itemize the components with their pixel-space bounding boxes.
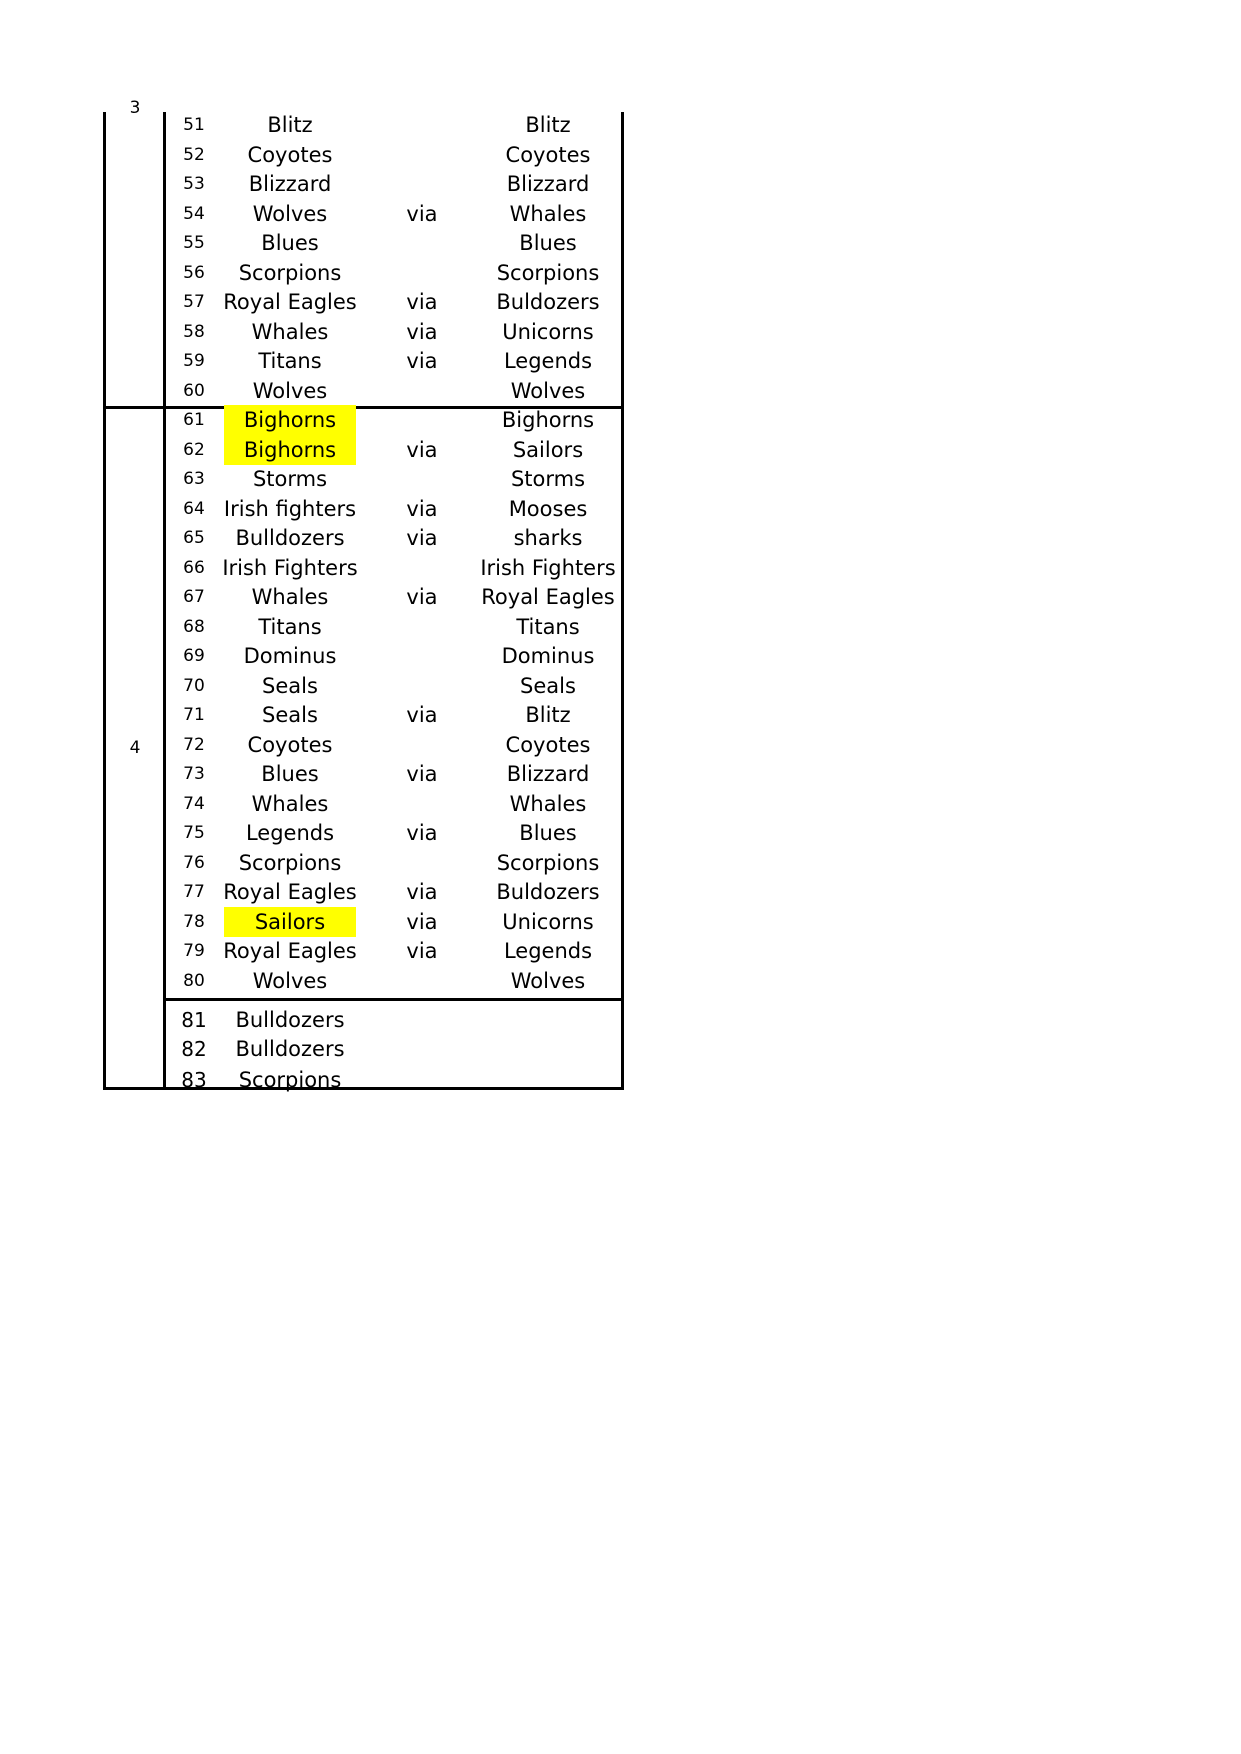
via-cell [382, 612, 462, 642]
row-number: 83 [181, 1068, 207, 1092]
row-number: 58 [183, 321, 205, 342]
destination-cell: Royal Eagles [481, 585, 615, 609]
row-number: 60 [183, 380, 205, 401]
via-cell [382, 966, 462, 996]
team-cell: Wolves [252, 968, 328, 993]
row-number: 56 [183, 262, 205, 283]
row-number: 77 [183, 882, 205, 902]
via-cell [382, 671, 462, 701]
via-cell [382, 641, 462, 671]
destination-cell: Irish Fighters [480, 555, 616, 580]
row-number: 62 [183, 439, 205, 460]
via-cell: via [406, 909, 438, 934]
team-cell: Wolves [252, 378, 328, 403]
team-cell: Blizzard [248, 172, 332, 196]
via-cell: via [406, 290, 438, 314]
row-number: 63 [183, 469, 205, 489]
team-cell: Scorpions [238, 1068, 342, 1092]
team-cell: Irish fighters [223, 496, 357, 521]
row-number: 75 [183, 823, 205, 843]
destination-cell: Coyotes [505, 732, 591, 757]
row-number: 51 [183, 115, 205, 135]
destination-cell: Blitz [525, 703, 571, 727]
via-cell [382, 110, 462, 140]
row-number: 82 [181, 1037, 207, 1061]
team-cell: Irish Fighters [222, 555, 358, 580]
via-cell: via [406, 762, 438, 786]
via-cell: via [406, 526, 438, 550]
team-cell: Blues [261, 762, 319, 786]
row-number: 64 [183, 498, 205, 519]
row-number: 57 [183, 292, 205, 312]
team-cell: Wolves [252, 201, 328, 226]
row-number: 76 [183, 852, 205, 873]
team-cell: Dominus [243, 644, 337, 668]
destination-cell [476, 1034, 620, 1064]
team-cell: Coyotes [247, 732, 333, 757]
destination-cell: Coyotes [505, 142, 591, 167]
destination-cell: Whales [509, 201, 587, 226]
left-border [103, 112, 106, 1090]
via-cell: via [406, 703, 438, 727]
team-cell: Coyotes [247, 142, 333, 167]
row-number: 79 [183, 941, 205, 961]
team-cell: Bulldozers [235, 1008, 345, 1032]
team-cell: Bulldozers [235, 526, 345, 550]
via-cell: via [406, 821, 438, 845]
destination-cell: Wolves [510, 968, 586, 993]
team-cell: Titans [258, 349, 322, 373]
team-cell: Royal Eagles [223, 290, 357, 314]
via-cell [382, 258, 462, 288]
via-cell [382, 848, 462, 878]
via-cell [382, 464, 462, 494]
row-number: 69 [183, 646, 205, 666]
row-number: 54 [183, 203, 205, 224]
team-cell: Blitz [267, 113, 313, 137]
row-number: 73 [183, 764, 205, 784]
via-cell: via [406, 939, 438, 963]
via-cell [382, 1005, 462, 1035]
team-cell: Bighorns [224, 435, 356, 465]
via-cell [382, 376, 462, 406]
destination-cell: Scorpions [496, 850, 600, 875]
destination-cell: Blizzard [506, 762, 590, 786]
team-cell: Legends [245, 821, 335, 845]
destination-cell: Wolves [510, 378, 586, 403]
row-number: 71 [183, 705, 205, 725]
destination-cell: Blitz [525, 113, 571, 137]
team-cell: Blues [261, 231, 319, 255]
row-number: 59 [183, 351, 205, 371]
destination-cell: Unicorns [502, 319, 594, 344]
group-label-3: 3 [129, 98, 141, 118]
via-cell [382, 405, 462, 435]
destination-cell [476, 1065, 620, 1095]
destination-cell: Whales [509, 791, 587, 816]
destination-cell: Dominus [501, 644, 595, 668]
team-cell: Titans [258, 614, 322, 639]
team-cell: Whales [251, 791, 329, 816]
row-number: 70 [183, 675, 205, 696]
via-cell: via [406, 585, 438, 609]
team-cell: Royal Eagles [223, 880, 357, 904]
divider-after-row-80 [163, 998, 624, 1001]
via-cell [382, 140, 462, 170]
via-cell: via [406, 319, 438, 344]
team-cell: Sailors [224, 907, 356, 937]
via-cell: via [406, 201, 438, 226]
row-number: 53 [183, 174, 205, 194]
via-cell [382, 1034, 462, 1064]
destination-cell [476, 1005, 620, 1035]
destination-cell: Seals [520, 673, 576, 698]
row-number: 65 [183, 528, 205, 548]
via-cell: via [406, 349, 438, 373]
team-cell: Seals [262, 703, 318, 727]
row-number: 78 [183, 911, 205, 932]
via-cell: via [406, 496, 438, 521]
destination-cell: Legends [503, 349, 593, 373]
row-number: 67 [183, 587, 205, 607]
via-cell [382, 553, 462, 583]
destination-cell: Blizzard [506, 172, 590, 196]
destination-cell: Blues [519, 821, 577, 845]
row-number: 52 [183, 144, 205, 165]
row-number: 72 [183, 734, 205, 755]
destination-cell: Blues [519, 231, 577, 255]
team-cell: Royal Eagles [223, 939, 357, 963]
team-cell: Seals [262, 673, 318, 698]
row-number: 55 [183, 233, 205, 253]
destination-cell: Storms [510, 467, 586, 491]
team-cell: Whales [251, 319, 329, 344]
destination-cell: Titans [516, 614, 580, 639]
destination-cell: sharks [513, 526, 583, 550]
team-cell: Scorpions [238, 260, 342, 285]
destination-cell: Sailors [512, 437, 584, 462]
destination-cell: Buldozers [496, 880, 600, 904]
right-border [621, 112, 624, 1090]
row-number: 66 [183, 557, 205, 578]
destination-cell: Legends [503, 939, 593, 963]
destination-cell: Unicorns [502, 909, 594, 934]
via-cell [382, 730, 462, 760]
via-cell [382, 228, 462, 258]
team-cell: Storms [252, 467, 328, 491]
group-label-4: 4 [129, 738, 141, 758]
destination-cell: Buldozers [496, 290, 600, 314]
team-cell: Scorpions [238, 850, 342, 875]
team-cell: Whales [251, 585, 329, 609]
via-cell: via [406, 437, 438, 462]
via-cell [382, 169, 462, 199]
row-number: 68 [183, 616, 205, 637]
team-cell: Bulldozers [235, 1037, 345, 1061]
via-cell [382, 789, 462, 819]
row-number: 61 [183, 410, 205, 430]
via-cell: via [406, 880, 438, 904]
row-number: 74 [183, 793, 205, 814]
via-cell [382, 1065, 462, 1095]
row-number: 80 [183, 970, 205, 991]
destination-cell: Bighorns [501, 408, 595, 432]
team-cell: Bighorns [224, 405, 356, 435]
destination-cell: Mooses [508, 496, 588, 521]
row-number: 81 [181, 1008, 207, 1032]
destination-cell: Scorpions [496, 260, 600, 285]
